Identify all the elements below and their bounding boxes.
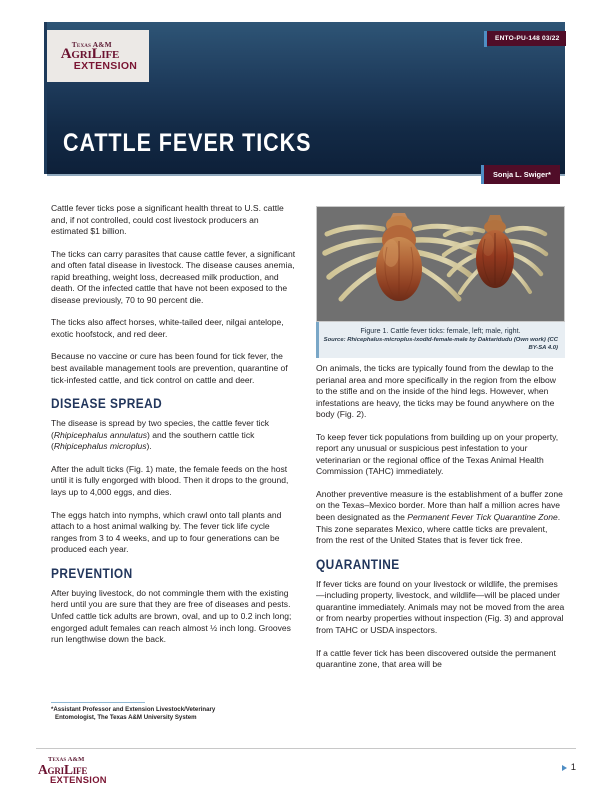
agrilife-logo (47, 30, 149, 82)
text-run: ). (146, 441, 152, 452)
page-title: CATTLE FEVER TICKS (63, 129, 312, 157)
logo-line-extension: EXTENSION (73, 59, 138, 72)
species-name-italic: Rhipicephalus microplus (53, 441, 147, 452)
footer-logo-line-extension: EXTENSION (50, 774, 107, 786)
footer-logo-line-agrilife: AgriLife (38, 761, 88, 777)
author-footnote (51, 706, 281, 722)
figure-caption-block (316, 322, 565, 358)
footer-divider (36, 748, 576, 749)
paragraph: To keep fever tick populations from building up on your property, report any unusual or suspicious pest infestation to your veterinarian or the regional office of the Texas Animal Health Commission (TAHC) immediately. (316, 431, 559, 477)
text-run: . This zone separates Mexico, where cattle ticks are prevalent, from the rest of the United States that is fever tick free. (316, 512, 561, 546)
paragraph: The ticks also affect horses, white-tailed deer, nilgai antelope, exotic hoofstock, and red deer. (51, 317, 284, 339)
author-badge: Sonja L. Swiger* (484, 165, 560, 184)
page-number-value: 1 (570, 762, 576, 773)
right-column (316, 363, 565, 671)
left-column (51, 203, 296, 646)
tick-illustration (317, 207, 564, 321)
paragraph: Because no vaccine or cure has been found for tick fever, the best available management tools are prevention, quarantine of tick-infested cattle, and tick control on cattle and deer. (51, 351, 288, 385)
footnote-line-1: *Assistant Professor and Extension Livestock/Veterinary (51, 706, 216, 713)
paragraph: If a cattle fever tick has been discovered outside the permanent quarantine zone, that area will be (316, 647, 556, 670)
paragraph: The eggs hatch into nymphs, which crawl onto tall plants and attach to a host animal walking by. The fever tick life cycle ranges from 3 to 4 weeks, and up to four generations can be produced each year. (51, 509, 282, 555)
text-run: ) and the southern cattle tick ( (51, 429, 255, 452)
figure-caption-text: Figure 1. Cattle fever ticks: female, left; male, right. (360, 327, 521, 335)
paragraph (316, 489, 565, 547)
section-heading-prevention: PREVENTION (51, 565, 133, 581)
paragraph: The ticks can carry parasites that cause cattle fever, a significant and often fatal disease in livestock. The disease causes anemia, rapid breathing, weight loss, decreased milk production, and death. Of the infected cattle that have not been exposed to the disease previously, 70 to 90 percent die. (51, 248, 296, 305)
species-name-italic: Rhipicephalus annulatus (53, 429, 147, 440)
footnote-line-2: Entomologist, The Texas A&M University System (55, 714, 197, 722)
paragraph (51, 418, 296, 453)
footnote-rule (51, 702, 145, 703)
logo-line-texas-am: Texas A&M (71, 39, 112, 49)
tick-photograph (316, 206, 565, 322)
paragraph: If fever ticks are found on your livestock or wildlife, the premises—including property, livestock, and wildlife—will be placed under quarantine immediately. Animals may not be moved from the area or from nearby properties without inspection (Fig. 3) and approval from TAHC or USDA inspectors. (316, 578, 565, 636)
zone-name-italic: Permanent Fever Tick Quarantine Zone (407, 512, 558, 523)
paragraph: After buying livestock, do not commingle them with the existing herd until you are sure that they are free of diseases and pests. Unfed cattle tick adults are brown, oval, and up to 0.2 inch long; engorged adult females can reach almost ½ inch long. Grooves run lengthwise down the back. (51, 587, 292, 645)
figure-caption-accent (316, 322, 319, 358)
text-run: The disease is spread by two species, the cattle fever tick ( (51, 418, 270, 440)
logo-line-agrilife: AgriLife (60, 45, 120, 62)
paragraph: On animals, the ticks are typically found from the dewlap to the perianal area and more specifically in the region from the elbow to the stifle and on the inside of the hind legs. However, when infestations are heavy, the ticks may be found anywhere on the body (Fig. 2). (316, 363, 556, 420)
page-number (562, 762, 576, 773)
figure-source-text: Source: Rhicephalus-microplus-ixodid-female-male by Daktaridudu (Own work) (CC BY-SA 4.0) (323, 337, 558, 351)
triangle-right-icon (562, 765, 567, 771)
section-heading-disease-spread: DISEASE SPREAD (51, 396, 163, 412)
publication-id-badge: ENTO-PU-148 03/22 (487, 31, 566, 46)
section-heading-quarantine: QUARANTINE (316, 556, 400, 572)
paragraph: After the adult ticks (Fig. 1) mate, the female feeds on the host until it is fully engorged with blood. Then it drops to the ground, lays up to 4,000 eggs, and dies. (51, 463, 289, 498)
text-run: Another preventive measure is the establishment of a buffer zone on the Texas–Mexico border. More than half a million acres have been designated as the (316, 488, 563, 523)
footer-logo-line-texas-am: Texas A&M (48, 756, 85, 763)
paragraph: Cattle fever ticks pose a significant health threat to U.S. cattle and, if not controlled, could cost livestock producers an estimated $1 billion. (51, 203, 284, 237)
figure-1 (316, 206, 565, 358)
footer-agrilife-logo (38, 757, 107, 785)
